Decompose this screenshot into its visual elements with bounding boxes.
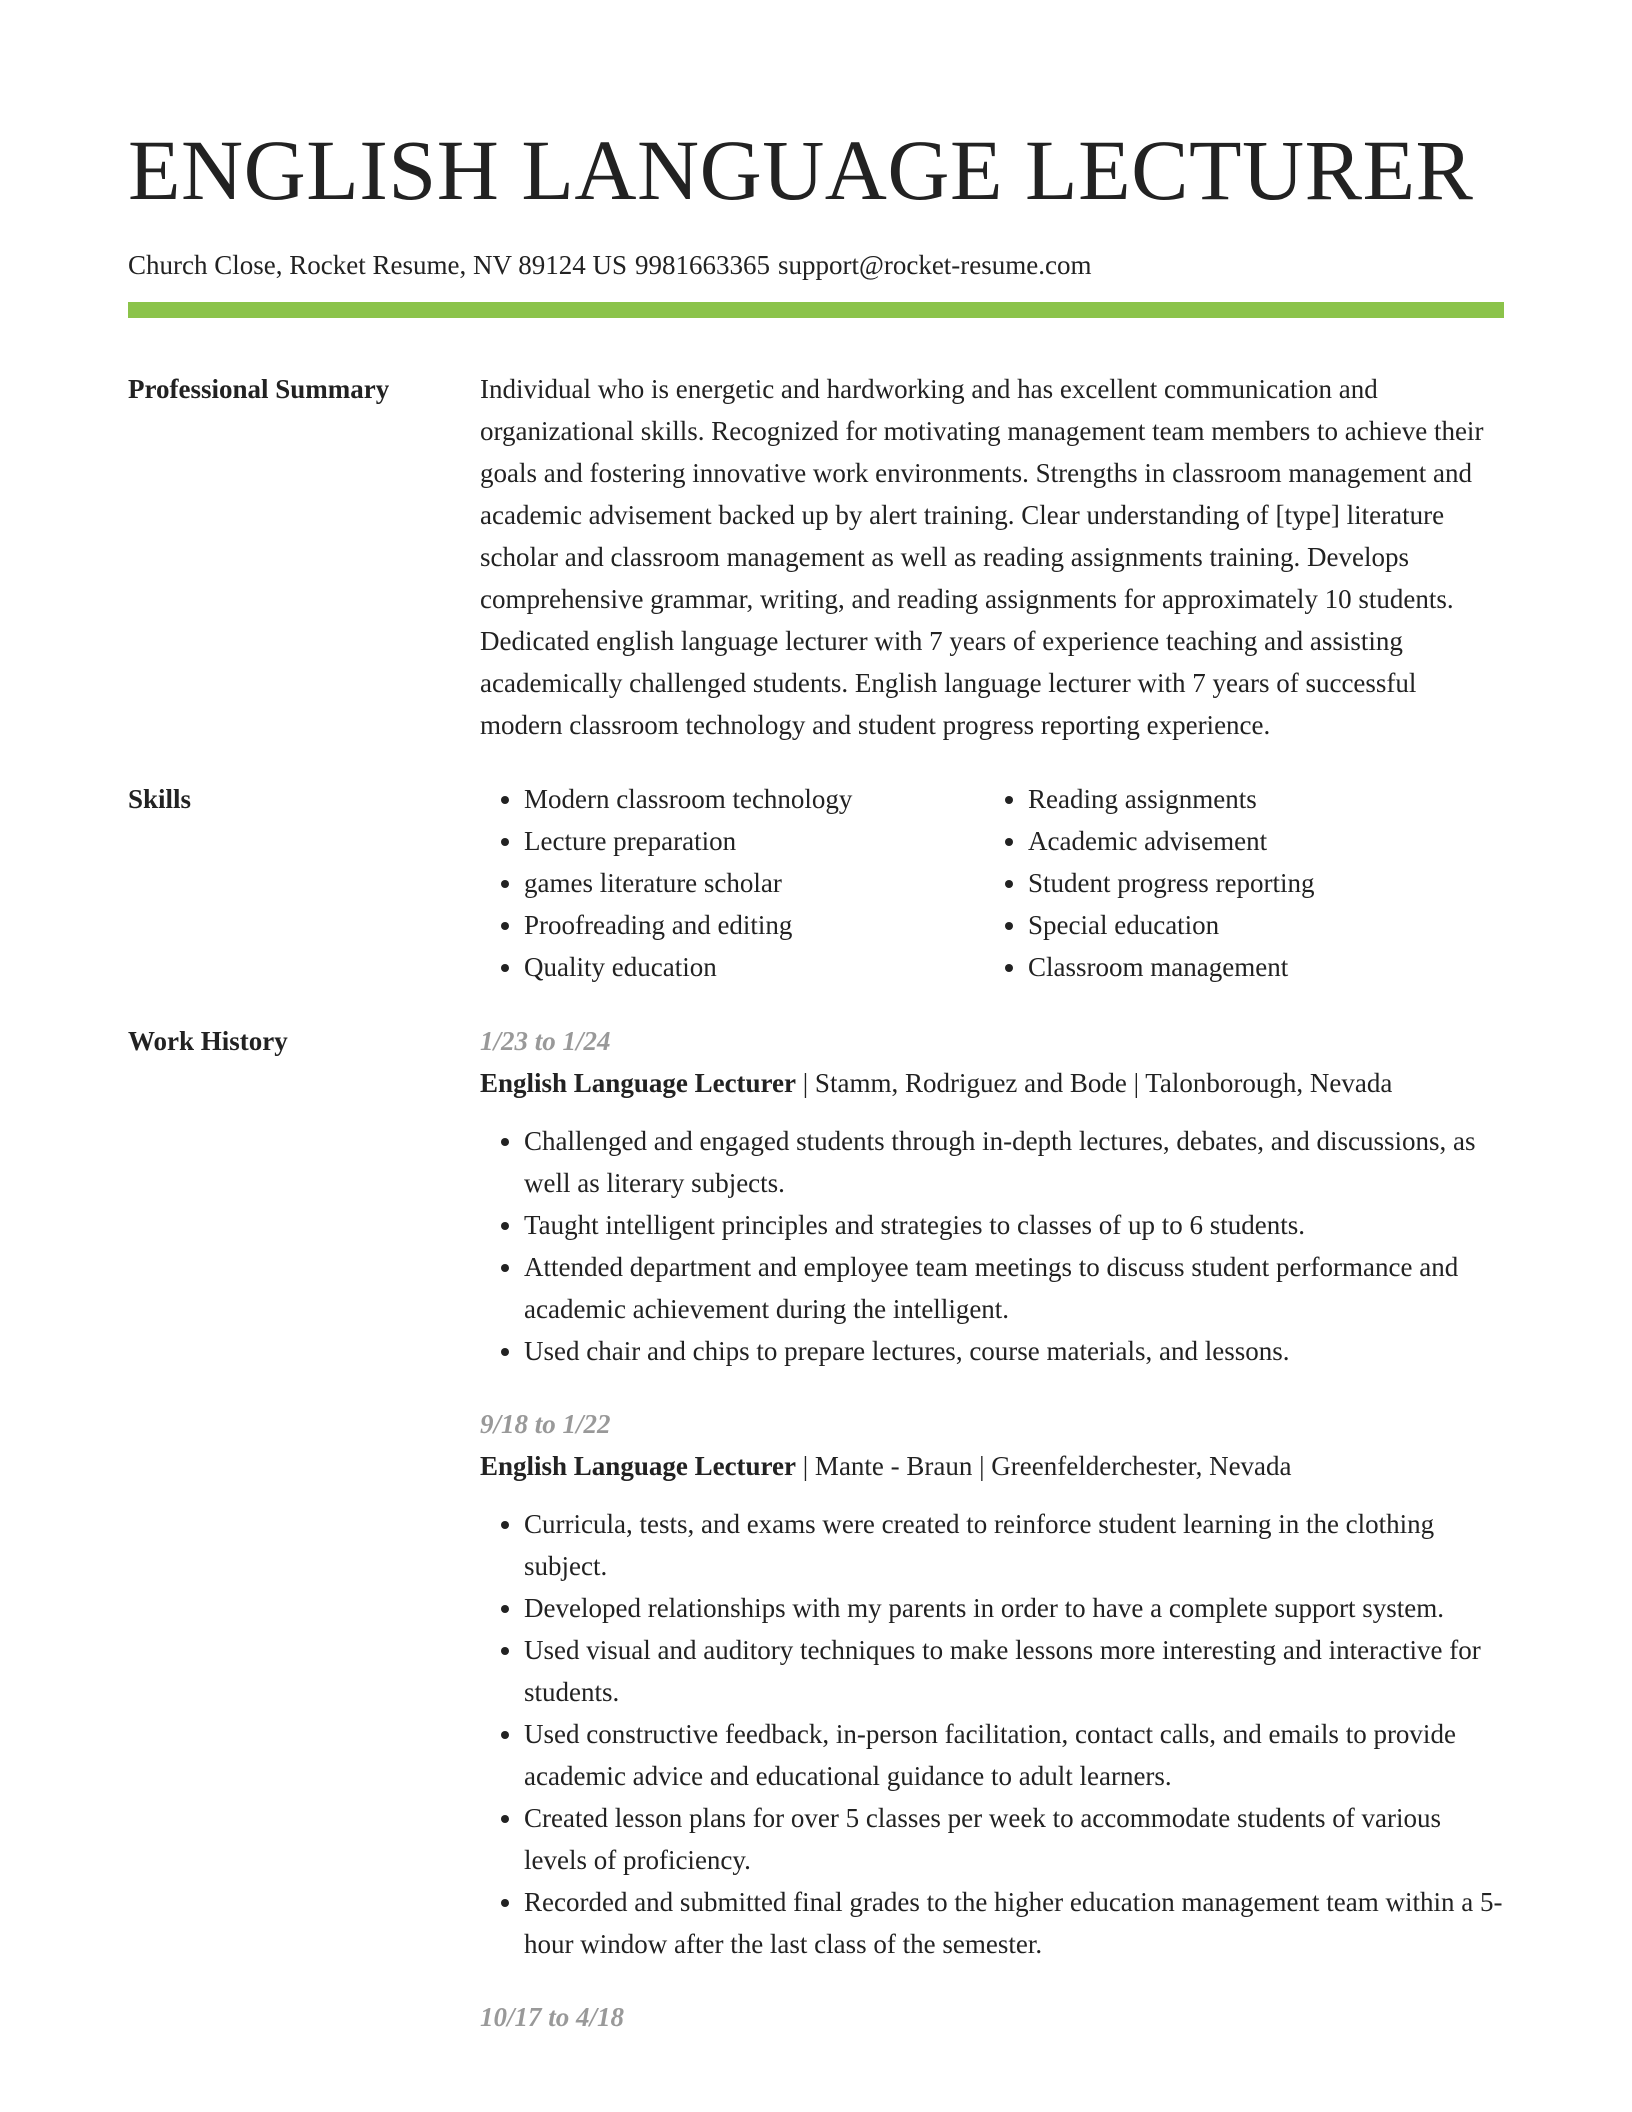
resume-title: ENGLISH LANGUAGE LECTURER xyxy=(128,122,1474,218)
work-history-section xyxy=(128,1020,1504,2038)
job-bullet: • Challenged and engaged students through in-depth lectures, debates, and discussions, as well as literary subjects. xyxy=(524,1120,1504,1204)
summary-heading: Professional Summary xyxy=(128,374,390,404)
job-role: English Language Lecturer xyxy=(480,1068,797,1098)
job-role: English Language Lecturer xyxy=(480,1451,797,1481)
job-employer-location: | Stamm, Rodriguez and Bode | Talonborough, Nevada xyxy=(796,1068,1393,1098)
job-bullet: • Created lesson plans for over 5 classes per week to accommodate students of various levels of proficiency. xyxy=(524,1797,1504,1881)
job-title-line xyxy=(480,1062,1504,1104)
skill-item: • Lecture preparation xyxy=(524,820,984,862)
job-bullets xyxy=(480,1120,1504,1372)
skill-item: • Proofreading and editing xyxy=(524,904,984,946)
skills-section xyxy=(128,778,1504,988)
job-dates: 10/17 to 4/18 xyxy=(480,2002,625,2032)
job-bullets xyxy=(480,1503,1504,1965)
skills-list-right xyxy=(984,778,1488,988)
summary-text: Individual who is energetic and hardworking and has excellent communication and organizational skills. Recognized for motivating management team members to achieve their goals and fostering innovative work environments. Strengths in classroom management and academic advisement backed up by alert training. Clear understanding of [type] literature scholar and classroom management as well as reading assignments training. Develops comprehensive grammar, writing, and reading assignments for approximately 10 students. Dedicated english language lecturer with 7 years of experience teaching and assisting academically challenged students. English language lecturer with 7 years of successful modern classroom technology and student progress reporting experience. xyxy=(480,374,1484,740)
job-dates: 9/18 to 1/22 xyxy=(480,1409,611,1439)
skill-item: • Special education xyxy=(1028,904,1488,946)
skill-item: • Student progress reporting xyxy=(1028,862,1488,904)
skills-list-left xyxy=(480,778,984,988)
summary-section xyxy=(128,368,1504,746)
job-entry xyxy=(480,1996,1504,2038)
resume-page xyxy=(128,120,1504,2038)
job-employer-location: | Mante - Braun | Greenfelderchester, Nevada xyxy=(796,1451,1292,1481)
job-bullet: • Developed relationships with my parents in order to have a complete support system. xyxy=(524,1587,1504,1629)
job-entry xyxy=(480,1020,1504,1372)
header-divider xyxy=(128,302,1504,318)
skill-item: • Quality education xyxy=(524,946,984,988)
job-bullet: • Used visual and auditory techniques to make lessons more interesting and interactive for students. xyxy=(524,1629,1504,1713)
job-entry xyxy=(480,1403,1504,1965)
job-bullet: • Used chair and chips to prepare lectures, course materials, and lessons. xyxy=(524,1330,1504,1372)
contact-email: support@rocket-resume.com xyxy=(777,250,1092,280)
skill-item: • Modern classroom technology xyxy=(524,778,984,820)
job-bullet: • Taught intelligent principles and strategies to classes of up to 6 students. xyxy=(524,1204,1504,1246)
skills-heading: Skills xyxy=(128,784,192,814)
contact-phone: 9981663365 xyxy=(634,250,770,280)
skills-grid xyxy=(480,778,1504,988)
skill-item: • Reading assignments xyxy=(1028,778,1488,820)
job-dates: 1/23 to 1/24 xyxy=(480,1026,611,1056)
job-bullet: • Attended department and employee team meetings to discuss student performance and academic achievement during the intelligent. xyxy=(524,1246,1504,1330)
skill-item: • Academic advisement xyxy=(1028,820,1488,862)
job-title-line xyxy=(480,1445,1504,1487)
work-history-body xyxy=(480,1020,1504,2038)
contact-address: Church Close, Rocket Resume, NV 89124 US xyxy=(128,250,627,280)
skill-item: • games literature scholar xyxy=(524,862,984,904)
job-bullet: • Curricula, tests, and exams were created to reinforce student learning in the clothing subject. xyxy=(524,1503,1504,1587)
contact-line xyxy=(128,246,1504,284)
job-bullet: • Recorded and submitted final grades to the higher education management team within a 5-hour window after the last class of the semester. xyxy=(524,1881,1504,1965)
job-bullet: • Used constructive feedback, in-person facilitation, contact calls, and emails to provide academic advice and educational guidance to adult learners. xyxy=(524,1713,1504,1797)
skill-item: • Classroom management xyxy=(1028,946,1488,988)
work-history-heading: Work History xyxy=(128,1026,288,1056)
